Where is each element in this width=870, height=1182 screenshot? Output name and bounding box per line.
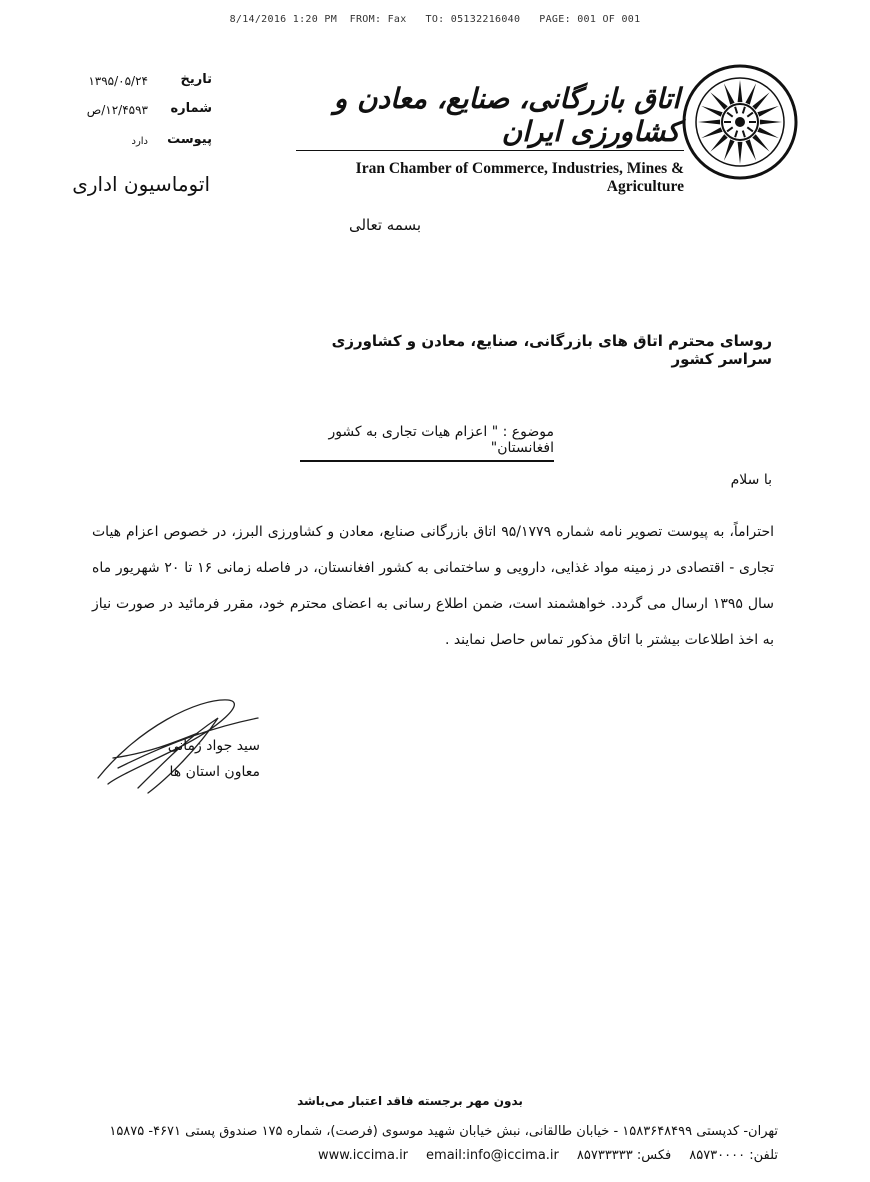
attachment-value: دارد (131, 136, 148, 147)
recipient-line: روسای محترم اتاق های بازرگانی، صنایع، معادن و کشاورزی سراسر کشور (331, 332, 772, 368)
org-name-english: Iran Chamber of Commerce, Industries, Mines & Agriculture (355, 160, 684, 195)
footer-email[interactable]: email:info@iccima.ir (426, 1148, 559, 1163)
letterhead-rule (296, 150, 684, 151)
fax-header: 8/14/2016 1:20 PM FROM: Fax TO: 05132216040 PAGE: 001 OF 001 (229, 14, 641, 25)
attachment-label: پیوست (167, 132, 212, 147)
greeting: با سلام (730, 472, 772, 488)
number-value: ۱۲/۴۵۹۳/ص (86, 103, 148, 117)
footer-website[interactable]: www.iccima.ir (317, 1148, 409, 1163)
footer-fax: فکس: ۸۵۷۳۳۳۳۳ (576, 1148, 672, 1163)
footer-phone: تلفن: ۸۵۷۳۰۰۰۰ (689, 1148, 778, 1163)
footer-contacts (250, 1148, 778, 1163)
number-label: شماره (170, 101, 212, 116)
footer-address: تهران- کدپستی ۱۵۸۳۶۴۸۴۹۹ - خیابان طالقانی، نبش خیابان شهید موسوی (فرصت)، شماره ۱۷۵ صندوق پستی ۴۶۷۱- ۱۵۸۷۵ (109, 1124, 778, 1139)
date-label: تاریخ (180, 72, 212, 87)
chamber-emblem-icon (680, 62, 800, 182)
department-stamp: اتوماسیون اداری (72, 172, 210, 196)
signer-name: سید جواد زمانی (167, 738, 260, 754)
letter-body: احتراماً، به پیوست تصویر نامه شماره ۹۵/۱۷۷۹ اتاق بازرگانی صنایع، معادن و کشاورزی البرز، در خصوص اعزام هیات تجاری - اقتصادی در زمینه مواد غذایی، دارویی و ساختمانی به کشور افغانستان، در فاصله زمانی ۱۶ تا ۲۰ شهریور ماه سال ۱۳۹۵ ارسال می گردد. خواهشمند است، ضمن اطلاع رسانی به اعضای محترم خود، مقرر فرمائید در صورت نیاز به اخذ اطلاعات بیشتر با اتاق مذکور تماس حاصل نمایند . (92, 524, 775, 648)
signer-title: معاون استان ها (169, 764, 260, 780)
subject-line: موضوع : " اعزام هیات تجاری به کشور افغانستان" (300, 424, 554, 462)
org-name-persian: اتاق بازرگانی، صنایع، معادن و کشاورزی ایران (333, 82, 680, 148)
footer-validity-note: بدون مهر برجسته فاقد اعتبار می‌باشد (297, 1094, 523, 1108)
date-value: ۱۳۹۵/۰۵/۲۴ (88, 74, 148, 88)
bismillah-heading: بسمه تعالی (348, 216, 422, 234)
